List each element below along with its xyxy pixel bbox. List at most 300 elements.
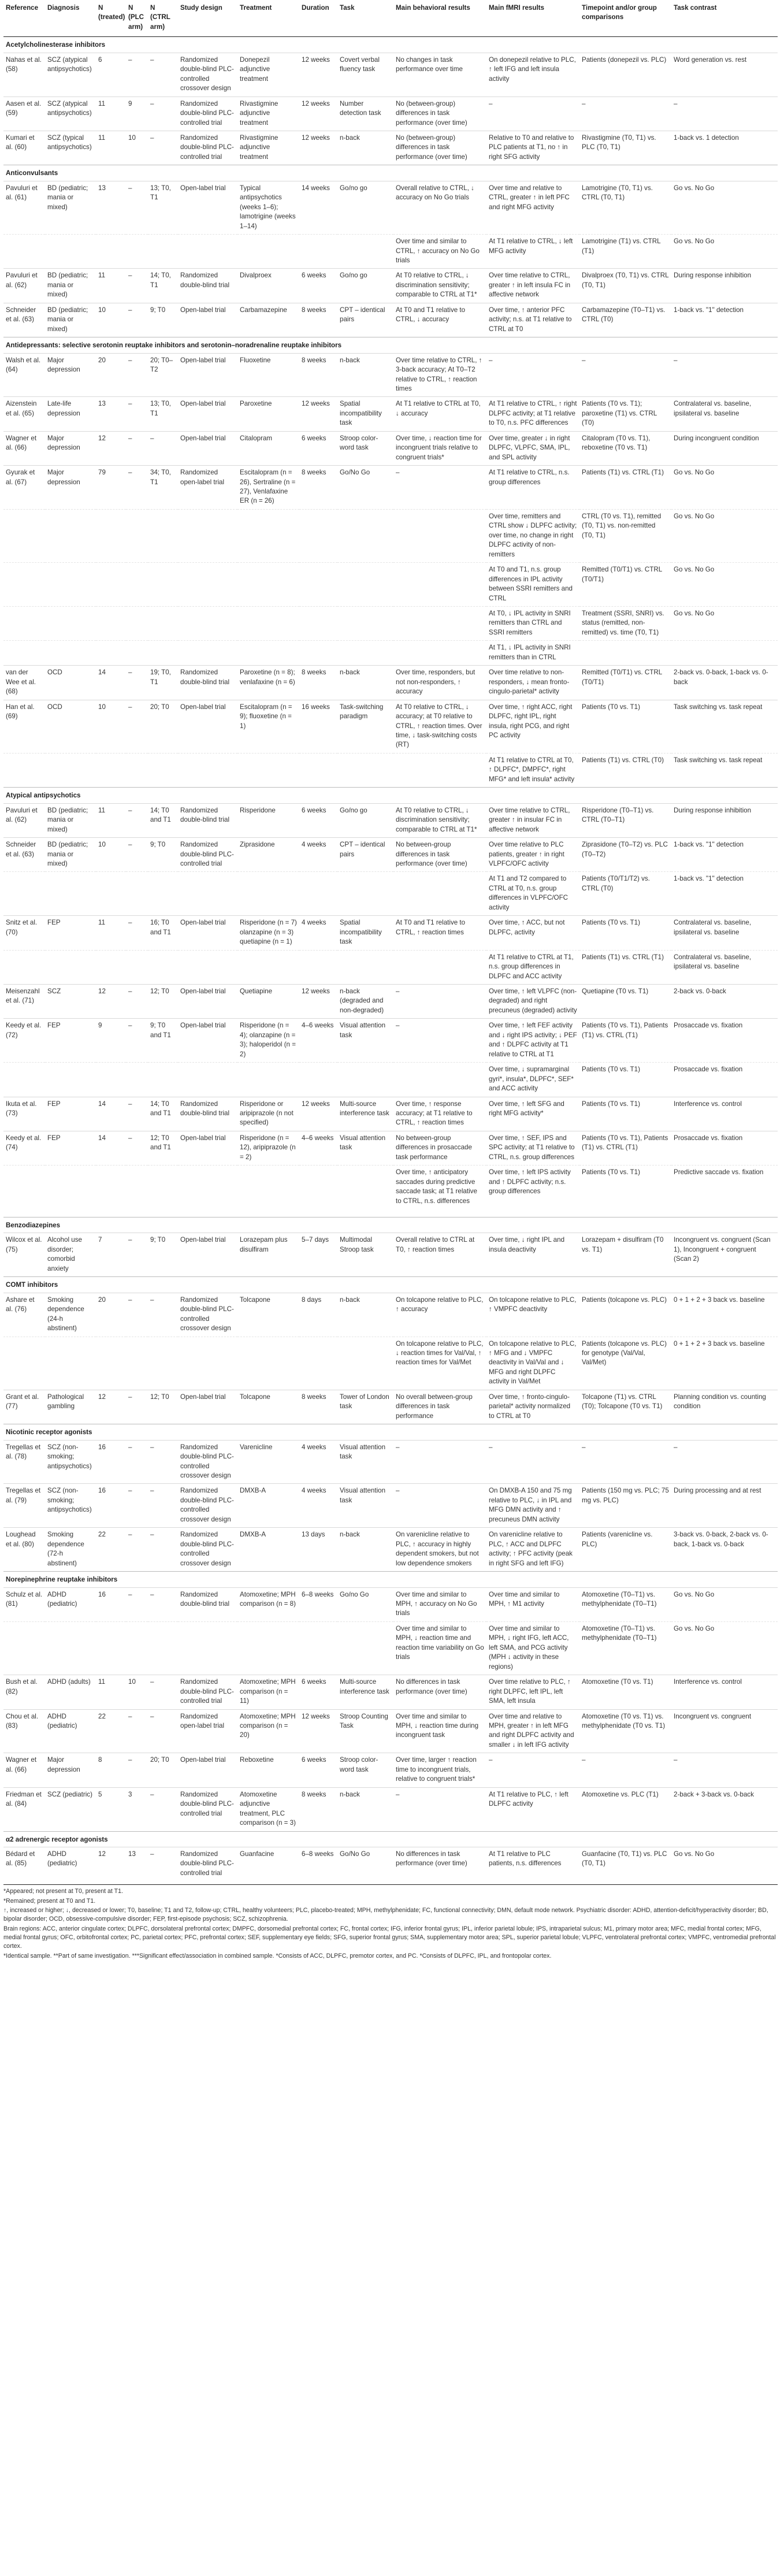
cell-fmri-results: Over time relative to PLC patients, greater ↑ in right VLPFC/OFC activity bbox=[486, 838, 579, 872]
cell-diagnosis bbox=[45, 950, 96, 984]
cell-treatment: Atomoxetine; MPH comparison (n = 8) bbox=[237, 1587, 299, 1621]
cell-behavioral-results: No (between-group) differences in task performance (over time) bbox=[393, 96, 486, 131]
cell-duration: 14 weeks bbox=[299, 181, 337, 234]
cell-duration: 4 weeks bbox=[299, 1440, 337, 1484]
table-row bbox=[3, 1753, 778, 1787]
cell-fmri-results: At T0 and T1, n.s. group differences in IPL activity between SSRI remitters and CTRL bbox=[486, 563, 579, 607]
cell-fmri-results: At T1 relative to PLC, ↑ left DLPFC activity bbox=[486, 1787, 579, 1831]
cell-behavioral-results bbox=[393, 1063, 486, 1097]
cell-n-plc-arm: – bbox=[126, 431, 148, 465]
cell-study-design: Open-label trial bbox=[178, 1233, 237, 1277]
cell-behavioral-results: No changes in task performance over time bbox=[393, 53, 486, 96]
header-n-ctrl-arm: N (CTRL arm) bbox=[148, 0, 178, 37]
table-row bbox=[3, 1709, 778, 1753]
cell-n-ctrl-arm: 16; T0 and T1 bbox=[148, 916, 178, 950]
cell-n-treated bbox=[96, 753, 126, 787]
cell-n-treated: 7 bbox=[96, 1233, 126, 1277]
cell-fmri-results: At T1 relative to CTRL, ↓ left MFG activity bbox=[486, 235, 579, 269]
table-row bbox=[3, 1293, 778, 1337]
cell-n-treated: 13 bbox=[96, 397, 126, 431]
table-header-row bbox=[3, 0, 778, 37]
cell-diagnosis bbox=[45, 509, 96, 562]
cell-reference: Nahas et al. (58) bbox=[3, 53, 45, 96]
table-row bbox=[3, 1484, 778, 1528]
cell-study-design bbox=[178, 509, 237, 562]
cell-behavioral-results: Over time and similar to CTRL, ↑ accuracy on No Go trials bbox=[393, 235, 486, 269]
cell-behavioral-results: Over time and similar to MPH, ↑ accuracy on No Go trials bbox=[393, 1587, 486, 1621]
cell-study-design: Randomized double-blind PLC-controlled crossover design bbox=[178, 1484, 237, 1528]
table-row-continuation bbox=[3, 1165, 778, 1209]
cell-n-treated: 11 bbox=[96, 269, 126, 303]
cell-diagnosis: Pathological gambling bbox=[45, 1390, 96, 1424]
cell-reference: Loughead et al. (80) bbox=[3, 1528, 45, 1572]
cell-behavioral-results: Over time, ↓ reaction time for incongruent trials relative to congruent trials* bbox=[393, 431, 486, 465]
cell-n-plc-arm bbox=[126, 872, 148, 916]
cell-n-ctrl-arm: – bbox=[148, 1787, 178, 1831]
cell-task bbox=[337, 235, 393, 269]
cell-behavioral-results: At T0 relative to CTRL, ↓ accuracy; at T0 relative to CTRL, ↑ reaction times. Over time, ↓ task-switching costs (RT) bbox=[393, 700, 486, 753]
cell-n-treated: 11 bbox=[96, 803, 126, 837]
cell-comparisons: – bbox=[579, 353, 671, 397]
cell-behavioral-results: Over time, responders, but not non-responders, ↑ accuracy bbox=[393, 666, 486, 700]
cell-task: Task-switching paradigm bbox=[337, 700, 393, 753]
cell-task-contrast: 3-back vs. 0-back, 2-back vs. 0-back, 1-back vs. 0-back bbox=[671, 1528, 778, 1572]
cell-reference: Pavuluri et al. (62) bbox=[3, 269, 45, 303]
cell-diagnosis: FEP bbox=[45, 916, 96, 950]
cell-task: Go/No Go bbox=[337, 1847, 393, 1881]
cell-n-plc-arm bbox=[126, 1337, 148, 1390]
table-row bbox=[3, 1097, 778, 1131]
section-title: Benzodiazepines bbox=[3, 1218, 778, 1233]
cell-task: n-back bbox=[337, 1787, 393, 1831]
cell-task: Stroop color-word task bbox=[337, 431, 393, 465]
cell-fmri-results: – bbox=[486, 96, 579, 131]
cell-n-treated bbox=[96, 1337, 126, 1390]
cell-study-design: Randomized double-blind PLC-controlled crossover design bbox=[178, 1293, 237, 1337]
cell-comparisons: Remitted (T0/T1) vs. CTRL (T0/T1) bbox=[579, 563, 671, 607]
cell-n-treated bbox=[96, 641, 126, 666]
cell-n-plc-arm: – bbox=[126, 1587, 148, 1621]
cell-duration: 12 weeks bbox=[299, 1097, 337, 1131]
cell-n-ctrl-arm bbox=[148, 872, 178, 916]
header-behavioral-results: Main behavioral results bbox=[393, 0, 486, 37]
cell-reference: Wilcox et al. (75) bbox=[3, 1233, 45, 1277]
cell-n-plc-arm: – bbox=[126, 984, 148, 1018]
cell-n-ctrl-arm: 14; T0, T1 bbox=[148, 269, 178, 303]
cell-comparisons: Patients (tolcapone vs. PLC) for genotype (Val/Val, Val/Met) bbox=[579, 1337, 671, 1390]
cell-n-treated: 14 bbox=[96, 1097, 126, 1131]
cell-duration bbox=[299, 607, 337, 641]
cell-duration: 4 weeks bbox=[299, 1484, 337, 1528]
cell-behavioral-results bbox=[393, 950, 486, 984]
cell-comparisons: Quetiapine (T0 vs. T1) bbox=[579, 984, 671, 1018]
cell-n-treated: 11 bbox=[96, 96, 126, 131]
cell-reference: Walsh et al. (64) bbox=[3, 353, 45, 397]
cell-reference: Han et al. (69) bbox=[3, 700, 45, 753]
cell-comparisons: Tolcapone (T1) vs. CTRL (T0); Tolcapone (T0 vs. T1) bbox=[579, 1390, 671, 1424]
cell-diagnosis: Late-life depression bbox=[45, 397, 96, 431]
cell-treatment bbox=[237, 1337, 299, 1390]
cell-task-contrast: Go vs. No Go bbox=[671, 1587, 778, 1621]
section-title: α2 adrenergic receptor agonists bbox=[3, 1831, 778, 1847]
cell-fmri-results: – bbox=[486, 1440, 579, 1484]
cell-n-ctrl-arm: – bbox=[148, 1709, 178, 1753]
cell-n-plc-arm: – bbox=[126, 466, 148, 510]
cell-fmri-results: At T1 relative to CTRL, ↑ right DLPFC activity; at T1 relative to T0, n.s. PFC differences bbox=[486, 397, 579, 431]
cell-n-plc-arm: – bbox=[126, 181, 148, 234]
cell-behavioral-results: – bbox=[393, 1019, 486, 1063]
table-row-continuation bbox=[3, 1063, 778, 1097]
cell-fmri-results: Over time, ↓ supramarginal gyri*, insula*, DLPFC*, SEF* and ACC activity bbox=[486, 1063, 579, 1097]
cell-reference: Keedy et al. (74) bbox=[3, 1131, 45, 1165]
header-n-plc-arm: N (PLC arm) bbox=[126, 0, 148, 37]
cell-task-contrast: Go vs. No Go bbox=[671, 563, 778, 607]
cell-study-design bbox=[178, 563, 237, 607]
cell-n-ctrl-arm: 34; T0, T1 bbox=[148, 466, 178, 510]
cell-treatment: Reboxetine bbox=[237, 1753, 299, 1787]
cell-task-contrast: Prosaccade vs. fixation bbox=[671, 1131, 778, 1165]
cell-diagnosis: Alcohol use disorder; comorbid anxiety bbox=[45, 1233, 96, 1277]
cell-treatment bbox=[237, 1621, 299, 1675]
cell-diagnosis: FEP bbox=[45, 1097, 96, 1131]
cell-n-ctrl-arm: 14; T0 and T1 bbox=[148, 1097, 178, 1131]
cell-n-plc-arm: – bbox=[126, 1233, 148, 1277]
cell-n-ctrl-arm bbox=[148, 235, 178, 269]
section-title: Acetylcholinesterase inhibitors bbox=[3, 37, 778, 53]
cell-n-ctrl-arm bbox=[148, 1063, 178, 1097]
table-row-continuation bbox=[3, 641, 778, 666]
cell-n-plc-arm: – bbox=[126, 916, 148, 950]
cell-task: Go/no go bbox=[337, 181, 393, 234]
cell-task: Go/no Go bbox=[337, 1587, 393, 1621]
cell-task bbox=[337, 950, 393, 984]
cell-reference bbox=[3, 235, 45, 269]
cell-reference: Aizenstein et al. (65) bbox=[3, 397, 45, 431]
cell-study-design: Randomized double-blind trial bbox=[178, 1097, 237, 1131]
cell-treatment bbox=[237, 641, 299, 666]
cell-fmri-results: Over time and similar to MPH, ↓ right IFG, left ACC, left SMA, and PCG activity (MPH ↓ activity in these regions) bbox=[486, 1621, 579, 1675]
cell-n-plc-arm: – bbox=[126, 353, 148, 397]
cell-duration: 6 weeks bbox=[299, 269, 337, 303]
table-row bbox=[3, 803, 778, 837]
cell-treatment: Fluoxetine bbox=[237, 353, 299, 397]
cell-task bbox=[337, 872, 393, 916]
cell-reference: Meisenzahl et al. (71) bbox=[3, 984, 45, 1018]
table-row bbox=[3, 1440, 778, 1484]
cell-task-contrast: During incongruent condition bbox=[671, 431, 778, 465]
cell-diagnosis bbox=[45, 1165, 96, 1209]
cell-duration bbox=[299, 1165, 337, 1209]
cell-diagnosis: Major depression bbox=[45, 466, 96, 510]
cell-comparisons: Ziprasidone (T0–T2) vs. PLC (T0–T2) bbox=[579, 838, 671, 872]
cell-fmri-results: At T1 relative to CTRL, n.s. group differences bbox=[486, 466, 579, 510]
cell-treatment: Guanfacine bbox=[237, 1847, 299, 1881]
cell-comparisons: Guanfacine (T0, T1) vs. PLC (T0, T1) bbox=[579, 1847, 671, 1881]
table-row bbox=[3, 916, 778, 950]
cell-task-contrast: Incongruent vs. congruent bbox=[671, 1709, 778, 1753]
cell-duration bbox=[299, 641, 337, 666]
cell-n-plc-arm: – bbox=[126, 838, 148, 872]
cell-task-contrast: Go vs. No Go bbox=[671, 509, 778, 562]
cell-task-contrast: 1-back vs. "1" detection bbox=[671, 872, 778, 916]
header-duration: Duration bbox=[299, 0, 337, 37]
cell-task-contrast: 2-back vs. 0-back, 1-back vs. 0-back bbox=[671, 666, 778, 700]
cell-reference: van der Wee et al. (68) bbox=[3, 666, 45, 700]
cell-n-ctrl-arm: 9; T0 bbox=[148, 838, 178, 872]
cell-n-ctrl-arm bbox=[148, 563, 178, 607]
cell-comparisons: Atomoxetine (T0 vs. T1) vs. methylphenidate (T0 vs. T1) bbox=[579, 1709, 671, 1753]
cell-n-ctrl-arm: 14; T0 and T1 bbox=[148, 803, 178, 837]
cell-n-ctrl-arm: 19; T0, T1 bbox=[148, 666, 178, 700]
cell-task: Go/no go bbox=[337, 803, 393, 837]
cell-behavioral-results: – bbox=[393, 1440, 486, 1484]
cell-task: Stroop color-word task bbox=[337, 1753, 393, 1787]
cell-duration: 6 weeks bbox=[299, 431, 337, 465]
cell-fmri-results: At T1, ↓ IPL activity in SNRI remitters than in CTRL bbox=[486, 641, 579, 666]
cell-comparisons: Divalproex (T0, T1) vs. CTRL (T0, T1) bbox=[579, 269, 671, 303]
cell-task: Multimodal Stroop task bbox=[337, 1233, 393, 1277]
cell-n-treated: 20 bbox=[96, 1293, 126, 1337]
table-row bbox=[3, 1019, 778, 1063]
cell-fmri-results: At T1 relative to CTRL at T1, n.s. group differences in DLPFC and ACC activity bbox=[486, 950, 579, 984]
cell-task-contrast: 2-back vs. 0-back bbox=[671, 984, 778, 1018]
table-row-continuation bbox=[3, 1621, 778, 1675]
cell-n-ctrl-arm: – bbox=[148, 131, 178, 165]
cell-n-ctrl-arm: 12; T0 bbox=[148, 984, 178, 1018]
cell-behavioral-results bbox=[393, 753, 486, 787]
cell-n-treated: 12 bbox=[96, 431, 126, 465]
cell-task: Visual attention task bbox=[337, 1440, 393, 1484]
cell-task: Number detection task bbox=[337, 96, 393, 131]
cell-duration: 4–6 weeks bbox=[299, 1131, 337, 1165]
cell-fmri-results: Over time, remitters and CTRL show ↓ DLPFC activity; over time, no change in right DLPFC activity of non-remitters bbox=[486, 509, 579, 562]
cell-task-contrast: Prosaccade vs. fixation bbox=[671, 1019, 778, 1063]
table-row bbox=[3, 1675, 778, 1709]
cell-study-design: Open-label trial bbox=[178, 984, 237, 1018]
cell-task: Spatial incompatibility task bbox=[337, 397, 393, 431]
cell-task-contrast: 0 + 1 + 2 + 3 back vs. baseline bbox=[671, 1337, 778, 1390]
cell-n-treated: 12 bbox=[96, 1390, 126, 1424]
cell-diagnosis: Smoking dependence (72-h abstinent) bbox=[45, 1528, 96, 1572]
table-row bbox=[3, 303, 778, 337]
cell-behavioral-results: No overall between-group differences in task performance bbox=[393, 1390, 486, 1424]
cell-reference: Keedy et al. (72) bbox=[3, 1019, 45, 1063]
cell-behavioral-results: Overall relative to CTRL at T0, ↑ reaction times bbox=[393, 1233, 486, 1277]
cell-n-plc-arm bbox=[126, 753, 148, 787]
header-n-treated: N (treated) bbox=[96, 0, 126, 37]
cell-fmri-results: On tolcapone relative to PLC, ↑ MFG and ↓ VMPFC deactivity in Val/Val and ↓ MFG and right DLPFC activity in Val/Met bbox=[486, 1337, 579, 1390]
cell-task-contrast: Contralateral vs. baseline, ipsilateral vs. baseline bbox=[671, 950, 778, 984]
table-row bbox=[3, 96, 778, 131]
cell-comparisons: Treatment (SSRI, SNRI) vs. status (remitted, non-remitted) vs. time (T0, T1) bbox=[579, 607, 671, 641]
cell-task-contrast: Interference vs. control bbox=[671, 1097, 778, 1131]
cell-reference bbox=[3, 1063, 45, 1097]
cell-task-contrast: Go vs. No Go bbox=[671, 1847, 778, 1881]
cell-task: n-back bbox=[337, 1293, 393, 1337]
cell-reference: Pavuluri et al. (61) bbox=[3, 181, 45, 234]
cell-treatment: Ziprasidone bbox=[237, 838, 299, 872]
cell-n-treated: 11 bbox=[96, 916, 126, 950]
cell-duration bbox=[299, 509, 337, 562]
cell-study-design: Randomized double-blind PLC-controlled crossover design bbox=[178, 1528, 237, 1572]
cell-study-design: Randomized open-label trial bbox=[178, 466, 237, 510]
cell-duration: 4 weeks bbox=[299, 838, 337, 872]
cell-reference: Wagner et al. (66) bbox=[3, 431, 45, 465]
cell-diagnosis bbox=[45, 607, 96, 641]
header-fmri-results: Main fMRI results bbox=[486, 0, 579, 37]
cell-n-plc-arm bbox=[126, 509, 148, 562]
table-row-continuation bbox=[3, 563, 778, 607]
cell-behavioral-results: On tolcapone relative to PLC, ↑ accuracy bbox=[393, 1293, 486, 1337]
cell-task-contrast: Interference vs. control bbox=[671, 1675, 778, 1709]
cell-diagnosis: Major depression bbox=[45, 431, 96, 465]
table-row bbox=[3, 666, 778, 700]
cell-behavioral-results bbox=[393, 563, 486, 607]
cell-n-plc-arm: 13 bbox=[126, 1847, 148, 1881]
table-row bbox=[3, 1390, 778, 1424]
cell-task: Visual attention task bbox=[337, 1019, 393, 1063]
cell-duration bbox=[299, 753, 337, 787]
cell-duration: 8 days bbox=[299, 1293, 337, 1337]
cell-diagnosis: BD (pediatric; mania or mixed) bbox=[45, 303, 96, 337]
cell-fmri-results: On tolcapone relative to PLC, ↑ VMPFC deactivity bbox=[486, 1293, 579, 1337]
table-row bbox=[3, 181, 778, 234]
cell-n-ctrl-arm: 9; T0 bbox=[148, 303, 178, 337]
cell-reference: Schneider et al. (63) bbox=[3, 303, 45, 337]
cell-study-design bbox=[178, 641, 237, 666]
cell-fmri-results: At T1 and T2 compared to CTRL at T0, n.s. group differences in VLPFC/OFC activity bbox=[486, 872, 579, 916]
cell-comparisons: Patients (T1) vs. CTRL (T1) bbox=[579, 466, 671, 510]
cell-diagnosis: FEP bbox=[45, 1131, 96, 1165]
cell-reference bbox=[3, 872, 45, 916]
cell-task-contrast: Prosaccade vs. fixation bbox=[671, 1063, 778, 1097]
section-row bbox=[3, 165, 778, 181]
cell-duration: 6 weeks bbox=[299, 803, 337, 837]
cell-n-plc-arm: 9 bbox=[126, 96, 148, 131]
cell-comparisons: CTRL (T0 vs. T1), remitted (T0, T1) vs. non-remitted (T0, T1) bbox=[579, 509, 671, 562]
cell-behavioral-results bbox=[393, 872, 486, 916]
cell-comparisons: – bbox=[579, 96, 671, 131]
cell-task-contrast: Task switching vs. task repeat bbox=[671, 700, 778, 753]
cell-behavioral-results: Over time and similar to MPH, ↓ reaction time and reaction time variability on Go trials bbox=[393, 1621, 486, 1675]
cell-task bbox=[337, 641, 393, 666]
cell-task bbox=[337, 753, 393, 787]
section-row bbox=[3, 1831, 778, 1847]
cell-n-ctrl-arm bbox=[148, 1337, 178, 1390]
cell-behavioral-results: No differences in task performance (over time) bbox=[393, 1847, 486, 1881]
cell-comparisons: Atomoxetine (T0 vs. T1) bbox=[579, 1675, 671, 1709]
cell-diagnosis bbox=[45, 872, 96, 916]
cell-fmri-results: Over time, ↑ fronto-cingulo-parietal* activity normalized to CTRL at T0 bbox=[486, 1390, 579, 1424]
cell-fmri-results: Over time and relative to CTRL, greater ↑ in left PFC and right MFG activity bbox=[486, 181, 579, 234]
cell-treatment: Lorazepam plus disulfiram bbox=[237, 1233, 299, 1277]
table-row bbox=[3, 700, 778, 753]
cell-task: Visual attention task bbox=[337, 1484, 393, 1528]
cell-comparisons: Citalopram (T0 vs. T1), reboxetine (T0 vs. T1) bbox=[579, 431, 671, 465]
cell-n-plc-arm: – bbox=[126, 1293, 148, 1337]
cell-fmri-results: Over time, ↑ SEF, IPS and SPC activity; at T1 relative to CTRL, n.s. group differences bbox=[486, 1131, 579, 1165]
cell-behavioral-results: Over time, ↑ anticipatory saccades during predictive saccade task; at T1 relative to CTRL, n.s. differences bbox=[393, 1165, 486, 1209]
cell-treatment bbox=[237, 753, 299, 787]
cell-n-ctrl-arm: – bbox=[148, 431, 178, 465]
cell-task: Spatial incompatibility task bbox=[337, 916, 393, 950]
cell-duration: 12 weeks bbox=[299, 397, 337, 431]
cell-treatment: Atomoxetine; MPH comparison (n = 11) bbox=[237, 1675, 299, 1709]
cell-n-treated: 14 bbox=[96, 1131, 126, 1165]
cell-behavioral-results: No between-group differences in task performance (over time) bbox=[393, 838, 486, 872]
cell-task-contrast: 2-back + 3-back vs. 0-back bbox=[671, 1787, 778, 1831]
cell-n-ctrl-arm: – bbox=[148, 1675, 178, 1709]
cell-n-plc-arm: – bbox=[126, 1440, 148, 1484]
cell-treatment: Citalopram bbox=[237, 431, 299, 465]
cell-n-treated: 12 bbox=[96, 984, 126, 1018]
cell-n-ctrl-arm: – bbox=[148, 1528, 178, 1572]
cell-comparisons: – bbox=[579, 1753, 671, 1787]
cell-study-design: Open-label trial bbox=[178, 916, 237, 950]
cell-n-treated: 79 bbox=[96, 466, 126, 510]
cell-task: n-back (degraded and non-degraded) bbox=[337, 984, 393, 1018]
cell-duration bbox=[299, 1337, 337, 1390]
cell-n-plc-arm bbox=[126, 607, 148, 641]
table-row-continuation bbox=[3, 753, 778, 787]
cell-comparisons: Patients (T0 vs. T1) bbox=[579, 916, 671, 950]
cell-n-ctrl-arm: – bbox=[148, 1440, 178, 1484]
table-row bbox=[3, 984, 778, 1018]
cell-fmri-results: Over time, ↑ left VLPFC (non-degraded) and right precuneus (degraded) activity bbox=[486, 984, 579, 1018]
cell-task: n-back bbox=[337, 1528, 393, 1572]
cell-diagnosis: SCZ (atypical antipsychotics) bbox=[45, 96, 96, 131]
cell-duration bbox=[299, 1621, 337, 1675]
cell-behavioral-results: – bbox=[393, 984, 486, 1018]
cell-fmri-results: Over time and relative to MPH, greater ↑ in left MFG and right DLPFC activity and smaller ↓ in left IFG activity bbox=[486, 1709, 579, 1753]
cell-treatment: Paroxetine bbox=[237, 397, 299, 431]
cell-comparisons: – bbox=[579, 1440, 671, 1484]
cell-treatment: Risperidone (n = 4); olanzapine (n = 3); haloperidol (n = 2) bbox=[237, 1019, 299, 1063]
cell-reference: Grant et al. (77) bbox=[3, 1390, 45, 1424]
cell-behavioral-results: Over time and similar to MPH, ↓ reaction time during incongruent task bbox=[393, 1709, 486, 1753]
cell-n-treated: 20 bbox=[96, 353, 126, 397]
cell-comparisons: Patients (T0 vs. T1) bbox=[579, 1165, 671, 1209]
cell-n-plc-arm: – bbox=[126, 1753, 148, 1787]
cell-diagnosis bbox=[45, 1621, 96, 1675]
cell-behavioral-results: No (between-group) differences in task performance (over time) bbox=[393, 131, 486, 165]
cell-reference bbox=[3, 753, 45, 787]
cell-reference bbox=[3, 563, 45, 607]
cell-task bbox=[337, 509, 393, 562]
cell-n-ctrl-arm bbox=[148, 607, 178, 641]
section-row bbox=[3, 1218, 778, 1233]
study-table bbox=[3, 0, 778, 1881]
cell-n-treated: 9 bbox=[96, 1019, 126, 1063]
cell-task: CPT – identical pairs bbox=[337, 303, 393, 337]
cell-fmri-results: At T1 relative to CTRL at T0, ↑ DLPFC*, DMPFC*, right MFG* and left insula* activity bbox=[486, 753, 579, 787]
cell-diagnosis bbox=[45, 1337, 96, 1390]
cell-duration: 5–7 days bbox=[299, 1233, 337, 1277]
cell-n-plc-arm bbox=[126, 1621, 148, 1675]
cell-n-plc-arm: – bbox=[126, 700, 148, 753]
cell-n-treated bbox=[96, 950, 126, 984]
table-row bbox=[3, 1528, 778, 1572]
cell-diagnosis bbox=[45, 1063, 96, 1097]
cell-task-contrast: Word generation vs. rest bbox=[671, 53, 778, 96]
cell-task-contrast: 1-back vs. 1 detection bbox=[671, 131, 778, 165]
cell-treatment: Risperidone bbox=[237, 803, 299, 837]
cell-study-design: Open-label trial bbox=[178, 1753, 237, 1787]
cell-diagnosis: SCZ bbox=[45, 984, 96, 1018]
cell-n-plc-arm: 3 bbox=[126, 1787, 148, 1831]
table-row bbox=[3, 1233, 778, 1277]
cell-task-contrast: – bbox=[671, 353, 778, 397]
